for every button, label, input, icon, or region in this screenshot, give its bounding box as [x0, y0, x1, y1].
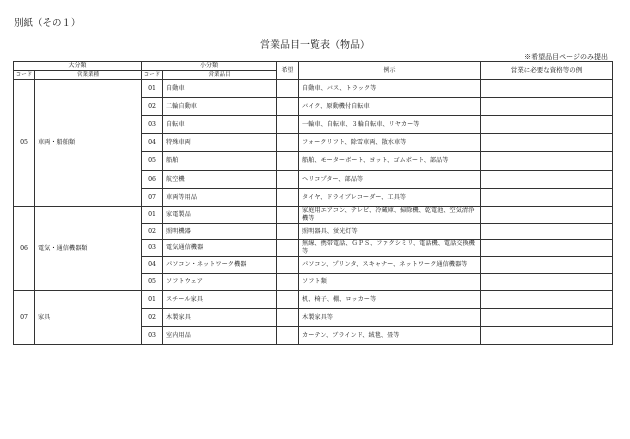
item-name: 家電製品 [163, 207, 277, 224]
wish-checkbox-cell[interactable] [277, 309, 299, 327]
item-example: ヘリコプター、部品等 [299, 171, 481, 189]
item-code: 01 [142, 291, 163, 309]
wish-checkbox-cell[interactable] [277, 189, 299, 207]
group-code: 07 [14, 291, 35, 345]
qualification-cell [481, 80, 613, 98]
header-example: 例示 [299, 62, 481, 80]
qualification-cell [481, 240, 613, 257]
table-row [14, 291, 613, 309]
item-code: 02 [142, 309, 163, 327]
qualification-cell [481, 152, 613, 171]
wish-checkbox-cell[interactable] [277, 207, 299, 224]
item-code: 04 [142, 257, 163, 274]
wish-checkbox-cell[interactable] [277, 240, 299, 257]
item-code: 05 [142, 274, 163, 291]
wish-checkbox-cell[interactable] [277, 257, 299, 274]
qualification-cell [481, 171, 613, 189]
item-name: ソフトウェア [163, 274, 277, 291]
wish-checkbox-cell[interactable] [277, 327, 299, 345]
item-code: 02 [142, 224, 163, 240]
wish-checkbox-cell[interactable] [277, 274, 299, 291]
qualification-cell [481, 309, 613, 327]
item-code: 03 [142, 327, 163, 345]
sales-items-table [13, 61, 613, 345]
item-code: 03 [142, 116, 163, 134]
qualification-cell [481, 189, 613, 207]
wish-checkbox-cell[interactable] [277, 291, 299, 309]
item-example: 家庭用エアコン、テレビ、冷蔵庫、掃除機、乾電池、空気清浄機等 [299, 207, 481, 224]
qualification-cell [481, 257, 613, 274]
item-name: 二輪自動車 [163, 98, 277, 116]
qualification-cell [481, 291, 613, 309]
wish-checkbox-cell[interactable] [277, 171, 299, 189]
qualification-cell [481, 224, 613, 240]
qualification-cell [481, 134, 613, 152]
header-business-type: 営業業種 [35, 71, 142, 80]
header-minor-code: コード [142, 71, 163, 80]
item-code: 03 [142, 240, 163, 257]
item-example: フォークリフト、除雪車両、散水車等 [299, 134, 481, 152]
submission-note: ※希望品目ページのみ提出 [524, 53, 608, 61]
item-name: 車両等用品 [163, 189, 277, 207]
item-name: 自転車 [163, 116, 277, 134]
item-name: 船舶 [163, 152, 277, 171]
item-example: 一輪車、自転車、３輪自転車、リヤカー等 [299, 116, 481, 134]
wish-checkbox-cell[interactable] [277, 134, 299, 152]
item-name: 自動車 [163, 80, 277, 98]
header-qualification: 営業に必要な資格等の例 [481, 62, 613, 80]
item-example: 木製家具等 [299, 309, 481, 327]
table-row [14, 80, 613, 98]
wish-checkbox-cell[interactable] [277, 224, 299, 240]
item-example: 無線、携帯電話、ＧＰＳ、ファクシミリ、電話機、電話交換機等 [299, 240, 481, 257]
item-example: ソフト類 [299, 274, 481, 291]
item-code: 05 [142, 152, 163, 171]
qualification-cell [481, 98, 613, 116]
item-example: 船舶、モーターボート、ヨット、ゴムボート、部品等 [299, 152, 481, 171]
header-minor: 小分類 [142, 62, 277, 71]
item-code: 04 [142, 134, 163, 152]
table-body [14, 80, 613, 345]
item-name: 室内用品 [163, 327, 277, 345]
item-name: 特殊車両 [163, 134, 277, 152]
item-code: 02 [142, 98, 163, 116]
item-example: タイヤ、ドライブレコーダー、工具等 [299, 189, 481, 207]
wish-checkbox-cell[interactable] [277, 152, 299, 171]
item-name: 照明機器 [163, 224, 277, 240]
group-code: 06 [14, 207, 35, 291]
item-example: パソコン、プリンタ、スキャナー、ネットワーク通信機器等 [299, 257, 481, 274]
item-code: 01 [142, 207, 163, 224]
item-name: スチール家具 [163, 291, 277, 309]
group-name: 車両・船舶類 [35, 80, 142, 207]
wish-checkbox-cell[interactable] [277, 116, 299, 134]
group-name: 家具 [35, 291, 142, 345]
wish-checkbox-cell[interactable] [277, 80, 299, 98]
item-name: 木製家具 [163, 309, 277, 327]
item-name: 電気通信機器 [163, 240, 277, 257]
group-name: 電気・通信機器類 [35, 207, 142, 291]
qualification-cell [481, 327, 613, 345]
item-code: 06 [142, 171, 163, 189]
item-example: バイク、原動機付自転車 [299, 98, 481, 116]
annex-label: 別紙（その１） [14, 18, 81, 29]
item-code: 07 [142, 189, 163, 207]
header-row-1 [14, 62, 613, 71]
item-example: 照明器具、蛍光灯等 [299, 224, 481, 240]
item-example: 自動車、バス、トラック等 [299, 80, 481, 98]
header-major: 大分類 [14, 62, 142, 71]
page-title: 営業品目一覧表（物品） [260, 40, 370, 51]
item-name: 航空機 [163, 171, 277, 189]
header-major-code: コード [14, 71, 35, 80]
item-example: カーテン、ブラインド、絨毯、畳等 [299, 327, 481, 345]
header-wish: 希望 [277, 62, 299, 80]
header-sales-item: 営業品目 [163, 71, 277, 80]
item-name: パソコン・ネットワーク機器 [163, 257, 277, 274]
group-code: 05 [14, 80, 35, 207]
qualification-cell [481, 274, 613, 291]
qualification-cell [481, 116, 613, 134]
qualification-cell [481, 207, 613, 224]
item-example: 机、椅子、棚、ロッカー等 [299, 291, 481, 309]
table-row [14, 207, 613, 224]
wish-checkbox-cell[interactable] [277, 98, 299, 116]
item-code: 01 [142, 80, 163, 98]
